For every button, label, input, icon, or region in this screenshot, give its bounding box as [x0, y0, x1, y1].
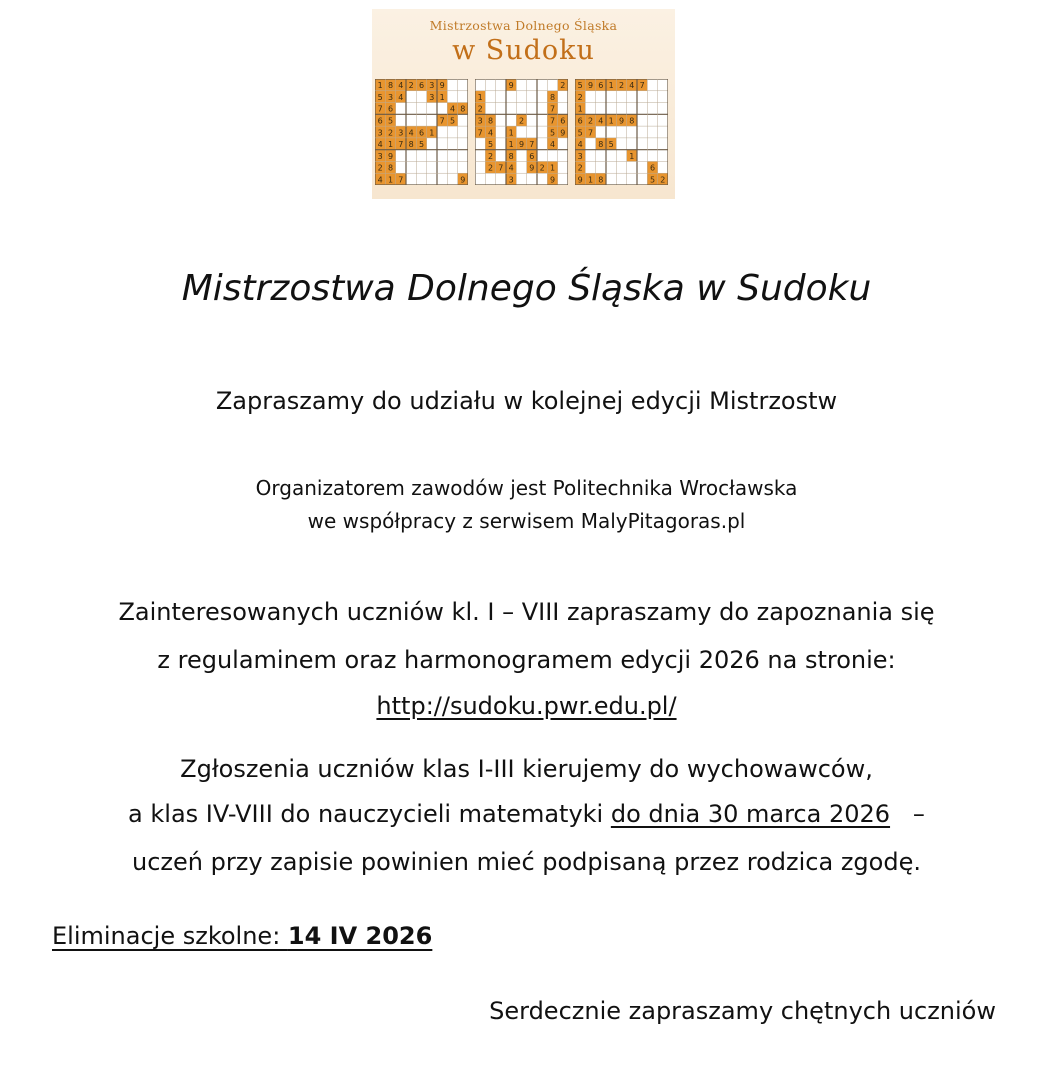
sudoku-digit: 5	[418, 140, 425, 150]
sudoku-digit: 8	[387, 163, 394, 173]
sudoku-digit: 7	[549, 104, 556, 114]
sudoku-digit: 9	[439, 81, 445, 91]
sudoku-digit: 1	[549, 163, 556, 173]
sudoku-digit: 7	[398, 140, 404, 150]
elimination-date: 14 IV 2026	[287, 922, 433, 950]
registration-dash: –	[890, 800, 925, 828]
sudoku-digit: 1	[387, 175, 394, 185]
sudoku-digit: 9	[508, 81, 514, 91]
closing-text: Serdecznie zapraszamy chętnych uczniów	[489, 997, 996, 1025]
sudoku-digit: 8	[387, 81, 394, 91]
sudoku-digit: 9	[529, 163, 535, 173]
sudoku-digit: 6	[577, 116, 583, 126]
sudoku-digit: 5	[387, 116, 394, 126]
sudoku-digit: 2	[377, 163, 383, 173]
sudoku-digit: 6	[387, 104, 394, 114]
sudoku-digit: 4	[508, 163, 514, 173]
sudoku-digit: 7	[587, 128, 594, 138]
sudoku-digit: 6	[649, 163, 656, 173]
sudoku-digit: 9	[577, 175, 583, 185]
info-line-2: z regulaminem oraz harmonogramem edycji 2026 na stronie:	[157, 646, 896, 674]
school-elimination	[52, 922, 432, 950]
sudoku-digit: 9	[618, 116, 625, 126]
sudoku-digit: 3	[477, 116, 483, 126]
sudoku-digit: 2	[660, 175, 666, 185]
sudoku-digit: 4	[398, 81, 404, 91]
sudoku-digit: 5	[577, 128, 583, 138]
sudoku-digit: 5	[649, 175, 656, 185]
sudoku-digit: 7	[529, 140, 535, 150]
sudoku-digit: 5	[449, 116, 456, 126]
sudoku-digit: 4	[377, 175, 383, 185]
sudoku-digit: 1	[377, 81, 383, 91]
sudoku-digit: 9	[387, 151, 394, 161]
sudoku-digit: 2	[560, 81, 566, 91]
sudoku-digit: 2	[387, 128, 394, 138]
sudoku-digit: 4	[549, 140, 556, 150]
regulations-link-row	[0, 692, 1053, 720]
sudoku-digit: 9	[587, 81, 594, 91]
sudoku-digit: 5	[577, 81, 583, 91]
sudoku-digit: 2	[577, 163, 583, 173]
sudoku-digit: 4	[408, 128, 414, 138]
sudoku-digit: 1	[608, 81, 614, 91]
invitation-text: Zapraszamy do udziału w kolejnej edycji Mistrzostw	[215, 387, 838, 415]
sudoku-digit: 1	[429, 128, 435, 138]
logo-title-line2: w Sudoku	[452, 35, 595, 66]
sudoku-digit: 3	[577, 151, 583, 161]
sudoku-digit: 9	[549, 175, 556, 185]
sudoku-digit: 4	[398, 92, 404, 102]
sudoku-digit: 2	[587, 116, 594, 126]
sudoku-digit: 3	[429, 81, 435, 91]
organizer-line-2: we współpracy z serwisem MalyPitagoras.pl	[307, 509, 746, 533]
sudoku-digit: 6	[560, 116, 566, 126]
sudoku-digit: 8	[598, 175, 604, 185]
sudoku-digit: 4	[629, 81, 635, 91]
sudoku-digit: 6	[598, 81, 604, 91]
sudoku-digit: 2	[539, 163, 545, 173]
sudoku-digit: 7	[549, 116, 556, 126]
sudoku-digit: 3	[377, 151, 383, 161]
sudoku-digit: 2	[487, 151, 494, 161]
sudoku-digit: 8	[487, 116, 494, 126]
page-title: Mistrzostwa Dolnego Śląska w Sudoku	[181, 268, 872, 309]
sudoku-digit: 7	[439, 116, 445, 126]
sudoku-digit: 8	[408, 140, 414, 150]
registration-deadline: do dnia 30 marca 2026	[610, 800, 891, 828]
sudoku-digit: 1	[387, 140, 394, 150]
sudoku-grid-r	[575, 79, 668, 185]
sudoku-digit: 5	[377, 92, 383, 102]
sudoku-digit: 5	[549, 128, 556, 138]
sudoku-digit: 8	[598, 140, 604, 150]
elimination-label: Eliminacje szkolne:	[52, 922, 288, 950]
sudoku-digit: 6	[529, 151, 535, 161]
sudoku-digit: 7	[398, 175, 404, 185]
sudoku-digit: 4	[449, 104, 456, 114]
sudoku-digit: 1	[508, 128, 514, 138]
registration-line-1: Zgłoszenia uczniów klas I-III kierujemy do wychowawców,	[180, 755, 873, 783]
sudoku-digit: 4	[377, 140, 383, 150]
sudoku-digit: 8	[508, 151, 514, 161]
sudoku-digit: 8	[629, 116, 635, 126]
sudoku-digit: 8	[460, 104, 466, 114]
sudoku-digit: 3	[377, 128, 383, 138]
sudoku-digit: 2	[477, 104, 483, 114]
sudoku-digit: 9	[518, 140, 525, 150]
sudoku-digit: 2	[518, 116, 525, 126]
logo-title-line1: Mistrzostwa Dolnego Śląska	[429, 18, 618, 33]
sudoku-grid-w	[475, 79, 568, 185]
sudoku-digit: 8	[549, 92, 556, 102]
sudoku-digit: 1	[608, 116, 614, 126]
sudoku-digit: 1	[587, 175, 594, 185]
sudoku-digit: 2	[618, 81, 625, 91]
sudoku-digit: 7	[498, 163, 504, 173]
sudoku-digit: 9	[460, 175, 466, 185]
sudoku-digit: 2	[577, 92, 583, 102]
sudoku-digit: 2	[408, 81, 414, 91]
sudoku-digit: 9	[560, 128, 566, 138]
info-line-1: Zainteresowanych uczniów kl. I – VIII zapraszamy do zapoznania się	[118, 598, 935, 626]
sudoku-digit: 1	[629, 151, 635, 161]
sudoku-digit: 2	[487, 163, 494, 173]
sudoku-digit: 7	[477, 128, 483, 138]
organizer-line-1: Organizatorem zawodów jest Politechnika Wrocławska	[255, 476, 798, 500]
registration-line-3: uczeń przy zapisie powinien mieć podpisaną przez rodzica zgodę.	[132, 848, 921, 876]
regulations-link[interactable]: http://sudoku.pwr.edu.pl/	[376, 692, 677, 720]
competition-logo	[372, 9, 675, 199]
sudoku-digit: 4	[487, 128, 494, 138]
sudoku-digit: 6	[377, 116, 383, 126]
sudoku-digit: 5	[487, 140, 494, 150]
sudoku-digit: 3	[398, 128, 404, 138]
sudoku-digit: 1	[477, 92, 483, 102]
sudoku-digit: 4	[598, 116, 604, 126]
sudoku-digit: 3	[387, 92, 394, 102]
sudoku-digit: 6	[418, 81, 425, 91]
sudoku-digit: 7	[377, 104, 383, 114]
sudoku-grid-p	[375, 79, 468, 185]
registration-line-2-text: a klas IV-VIII do nauczycieli matematyki	[128, 800, 611, 828]
sudoku-digit: 3	[429, 92, 435, 102]
sudoku-digit: 3	[508, 175, 514, 185]
registration-line-2	[0, 800, 1053, 828]
sudoku-digit: 1	[439, 92, 445, 102]
sudoku-digit: 7	[639, 81, 645, 91]
sudoku-digit: 1	[577, 104, 583, 114]
sudoku-digit: 6	[418, 128, 425, 138]
sudoku-digit: 1	[508, 140, 514, 150]
sudoku-digit: 5	[608, 140, 614, 150]
sudoku-digit: 4	[577, 140, 583, 150]
